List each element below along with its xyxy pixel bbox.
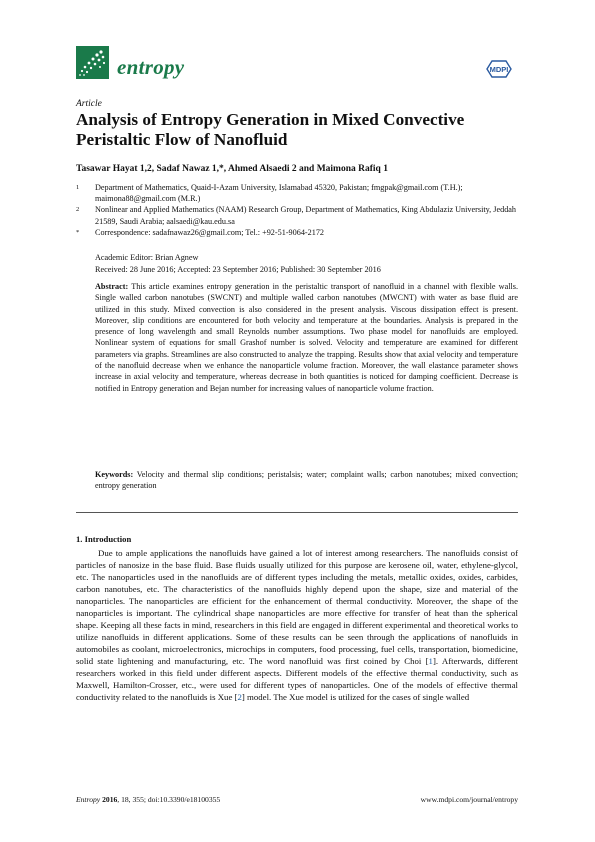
footer-year: 2016 (102, 795, 118, 804)
footer-citation (76, 795, 220, 804)
paragraph-text: ]. Afterwards, different researchers worked in this field under different aspects. Different models of the effective thermal conductivity, such as Maxwell, Hamilton-Crosser, etc., were used for different types of nanoparticles. One of the models of effective thermal conductivity related to the nanofluids is Xue [ (76, 656, 518, 702)
footer-journal: Entropy (76, 795, 101, 804)
author-list: Tasawar Hayat 1,2, Sadaf Nawaz 1,*, Ahmed Alsaedi 2 and Maimona Rafiq 1 (76, 164, 388, 174)
affiliation-text: Nonlinear and Applied Mathematics (NAAM) Research Group, Department of Mathematics, King Abdulaziz University, Jeddah 21589, Saudi Arabia; aalsaedi@kau.edu.sa (95, 205, 517, 226)
affiliations (76, 182, 516, 238)
abstract-label: Abstract: (95, 282, 129, 291)
affiliation-item (76, 182, 516, 204)
abstract (95, 281, 518, 394)
correspondence-text: Correspondence: sadafnawaz26@gmail.com; Tel.: +92-51-9064-2172 (95, 227, 325, 237)
abstract-text: This article examines entropy generation in the peristaltic transport of nanofluid in a channel with flexible walls. Single walled carbon nanotubes (SWCNT) and multiple walled carbon nanotubes (MWCNT) with water as base fluid are utilized in this study. Mixed convection is also considered in the present analysis. Viscous dissipation effect is present. Moreover, slip conditions are encountered for both velocity and temperature at the boundaries. Analysis is prepared in the presence of long wavelength and small Reynolds number assumptions. Two phase model for nanofluids are employed. Nonlinear system of equations for small Grashof number is solved. Velocity and temperature are examined for different parameters via graphs. Streamlines are also constructed to analyze the trapping. Results show that axial velocity and temperature of the nanofluid decrease when we enhance the nanoparticle volume fraction. Moreover, the wall elastance parameter shows increase in axial velocity and temperature, whereas decrease in both quantities is noticed for damping coefficient. Decrease is notified in Entropy generation and Bejan number for increasing values of nanoparticle volume fraction. (95, 282, 518, 393)
affiliation-number: 2 (76, 206, 80, 214)
paragraph-text: Due to ample applications the nanofluids have gained a lot of interest among researchers. The nanofluids consist of particles of nanosize in the base fluid. Base fluids usually utilized for this purpose are kerosene oil, water, ethylene-glycol, etc. The nanoparticles used in the nanofluids are of different types including the metals, metallic oxides, oxides, carbides, carbon nanotubes, etc. The characteristics of the nanofluids highly depend upon the shape, size and material of the nanoparticles. The nanoparticles are efficient for the enhancement of thermal conductivity. Moreover, the shape of the nanoparticles is important. The cylindrical shape nanoparticles are more effective for transfer of heat than the spherical shape. Keeping all these facts in mind, researchers in this field are engaged in different experimental and theoretical works to utilize nanofluids in different applications. Some of these results can be seen through the applications of nanofluids in automobiles as coolant, microelectronics, microchips in computers, food processing, fuel cells, transportation, biomedicine, solid state lightening and manufacturing, etc. The word nanofluid was first coined by Choi [ (76, 548, 518, 666)
keywords (95, 469, 518, 492)
paragraph-text: ] model. The Xue model is utilized for the cases of single walled (241, 692, 470, 702)
correspondence-mark: * (76, 228, 80, 236)
keywords-label: Keywords: (95, 470, 134, 479)
article-title: Analysis of Entropy Generation in Mixed Convective Peristaltic Flow of Nanofluid (76, 110, 465, 149)
introduction-body (76, 547, 518, 703)
citation-link[interactable]: 2 (237, 692, 242, 702)
article-type: Article (76, 99, 102, 109)
mdpi-logo-text: MDPI (489, 65, 509, 74)
affiliation-item (76, 204, 516, 226)
section-heading: 1. Introduction (76, 534, 132, 544)
footer-doi: , 18, 355; doi:10.3390/e18100355 (117, 795, 221, 804)
publication-dates: Received: 28 June 2016; Accepted: 23 September 2016; Published: 30 September 2016 (95, 264, 381, 274)
journal-name: entropy (117, 55, 185, 79)
section-divider (76, 512, 518, 513)
publication-info (95, 252, 381, 275)
paragraph (76, 547, 518, 703)
affiliation-text: Department of Mathematics, Quaid-I-Azam University, Islamabad 45320, Pakistan; fmgpak@gmail.com (T.H.); maimona88@gmail.com (M.R.) (95, 183, 463, 204)
correspondence (76, 227, 516, 238)
academic-editor: Academic Editor: Brian Agnew (95, 253, 199, 262)
mdpi-logo-icon (481, 58, 517, 80)
keywords-text: Velocity and thermal slip conditions; peristalsis; water; complaint walls; carbon nanotubes; mixed convection; entropy generation (95, 470, 518, 491)
footer-url[interactable]: www.mdpi.com/journal/entropy (420, 795, 518, 804)
journal-logo-icon (76, 46, 109, 79)
citation-link[interactable]: 1 (428, 656, 433, 666)
affiliation-number: 1 (76, 184, 80, 191)
